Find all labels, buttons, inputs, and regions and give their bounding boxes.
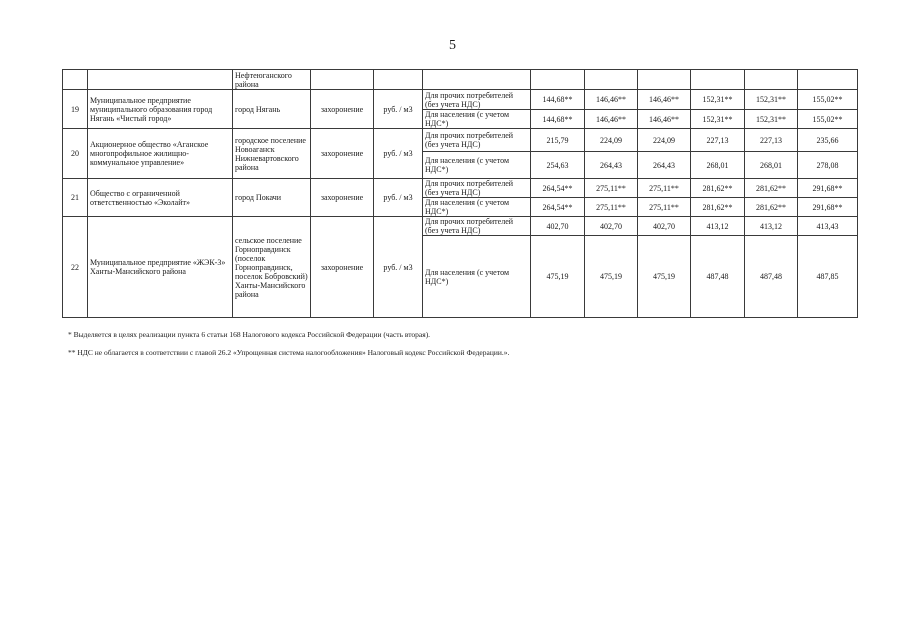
consumer-cell: Для населения (с учетом НДС*) <box>423 236 531 318</box>
value-cell <box>691 70 745 90</box>
value-cell <box>531 70 585 90</box>
tariff-value-cell: 487,48 <box>691 236 745 318</box>
tariff-value-cell: 264,54** <box>531 179 585 198</box>
tariff-value-cell: 413,43 <box>798 217 858 236</box>
consumer-cell <box>423 70 531 90</box>
service-cell: захоронение <box>311 179 374 217</box>
tariff-value-cell: 475,19 <box>531 236 585 318</box>
organization-cell <box>88 70 233 90</box>
table-row <box>63 217 858 236</box>
tariff-value-cell: 144,68** <box>531 110 585 129</box>
row-number: 20 <box>63 129 88 179</box>
value-cell <box>638 70 691 90</box>
consumer-cell: Для прочих потребителей (без учета НДС) <box>423 179 531 198</box>
tariff-value-cell: 278,08 <box>798 152 858 179</box>
tariff-value-cell: 281,62** <box>745 179 798 198</box>
territory-cell: город Покачи <box>233 179 311 217</box>
organization-cell: Муниципальное предприятие муниципального образования город Нягань «Чистый город» <box>88 90 233 129</box>
tariff-value-cell: 146,46** <box>638 110 691 129</box>
footnote-simplified-tax: ** НДС не облагается в соответствии с главой 26.2 «Упрощенная система налогообложения» Налоговый кодекс Российской Федерации.». <box>68 348 510 357</box>
tariff-value-cell: 281,62** <box>691 198 745 217</box>
row-number: 19 <box>63 90 88 129</box>
tariff-value-cell: 152,31** <box>745 110 798 129</box>
tariff-value-cell: 275,11** <box>585 198 638 217</box>
consumer-cell: Для прочих потребителей (без учета НДС) <box>423 90 531 110</box>
tariff-value-cell: 402,70 <box>638 217 691 236</box>
table-row <box>63 129 858 152</box>
page-number: 5 <box>449 38 456 53</box>
row-number: 22 <box>63 217 88 318</box>
tariff-value-cell: 281,62** <box>691 179 745 198</box>
unit-cell: руб. / м3 <box>374 179 423 217</box>
unit-cell <box>374 70 423 90</box>
tariff-value-cell: 487,85 <box>798 236 858 318</box>
tariff-value-cell: 155,02** <box>798 90 858 110</box>
tariff-value-cell: 268,01 <box>691 152 745 179</box>
unit-cell: руб. / м3 <box>374 90 423 129</box>
organization-cell: Муниципальное предприятие «ЖЭК-3» Ханты-Мансийского района <box>88 217 233 318</box>
tariff-value-cell: 291,68** <box>798 179 858 198</box>
tariff-value-cell: 281,62** <box>745 198 798 217</box>
tariff-table <box>62 69 858 318</box>
organization-cell: Акционерное общество «Аганское многопрофильное жилищно-коммунальное управление» <box>88 129 233 179</box>
consumer-cell: Для населения (с учетом НДС*) <box>423 152 531 179</box>
value-cell <box>585 70 638 90</box>
table-row-continuation <box>63 70 858 90</box>
tariff-value-cell: 146,46** <box>585 90 638 110</box>
tariff-value-cell: 402,70 <box>585 217 638 236</box>
service-cell <box>311 70 374 90</box>
tariff-value-cell: 144,68** <box>531 90 585 110</box>
tariff-value-cell: 215,79 <box>531 129 585 152</box>
tariff-value-cell: 146,46** <box>585 110 638 129</box>
consumer-cell: Для населения (с учетом НДС*) <box>423 198 531 217</box>
territory-cell: сельское поселение Горноправдинск (поселок Горноправдинск, поселок Бобровский) Ханты-Мансийского района <box>233 217 311 318</box>
row-number <box>63 70 88 90</box>
tariff-value-cell: 268,01 <box>745 152 798 179</box>
unit-cell: руб. / м3 <box>374 217 423 318</box>
tariff-value-cell: 227,13 <box>691 129 745 152</box>
row-number: 21 <box>63 179 88 217</box>
tariff-value-cell: 152,31** <box>691 110 745 129</box>
service-cell: захоронение <box>311 217 374 318</box>
value-cell <box>798 70 858 90</box>
tariff-value-cell: 475,19 <box>638 236 691 318</box>
territory-cell: Нефтеюганского района <box>233 70 311 90</box>
tariff-value-cell: 224,09 <box>638 129 691 152</box>
tariff-value-cell: 264,54** <box>531 198 585 217</box>
tariff-value-cell: 475,19 <box>585 236 638 318</box>
tariff-value-cell: 224,09 <box>585 129 638 152</box>
table-row <box>63 90 858 110</box>
territory-cell: город Нягань <box>233 90 311 129</box>
tariff-value-cell: 413,12 <box>745 217 798 236</box>
service-cell: захоронение <box>311 129 374 179</box>
territory-cell: городское поселение Новоаганск Нижневартовского района <box>233 129 311 179</box>
value-cell <box>745 70 798 90</box>
tariff-value-cell: 291,68** <box>798 198 858 217</box>
tariff-value-cell: 275,11** <box>638 198 691 217</box>
tariff-value-cell: 155,02** <box>798 110 858 129</box>
tariff-value-cell: 275,11** <box>638 179 691 198</box>
tariff-value-cell: 235,66 <box>798 129 858 152</box>
tariff-value-cell: 152,31** <box>691 90 745 110</box>
tariff-value-cell: 264,43 <box>638 152 691 179</box>
consumer-cell: Для населения (с учетом НДС*) <box>423 110 531 129</box>
tariff-value-cell: 487,48 <box>745 236 798 318</box>
tariff-value-cell: 254,63 <box>531 152 585 179</box>
table-row <box>63 179 858 198</box>
footnote-vat: * Выделяется в целях реализации пункта 6 статьи 168 Налогового кодекса Российской Федерации (часть вторая). <box>68 330 431 339</box>
tariff-value-cell: 264,43 <box>585 152 638 179</box>
organization-cell: Общество с ограниченной ответственностью «Эколайт» <box>88 179 233 217</box>
consumer-cell: Для прочих потребителей (без учета НДС) <box>423 129 531 152</box>
tariff-value-cell: 152,31** <box>745 90 798 110</box>
consumer-cell: Для прочих потребителей (без учета НДС) <box>423 217 531 236</box>
tariff-value-cell: 413,12 <box>691 217 745 236</box>
service-cell: захоронение <box>311 90 374 129</box>
unit-cell: руб. / м3 <box>374 129 423 179</box>
tariff-value-cell: 227,13 <box>745 129 798 152</box>
tariff-value-cell: 275,11** <box>585 179 638 198</box>
tariff-value-cell: 146,46** <box>638 90 691 110</box>
tariff-value-cell: 402,70 <box>531 217 585 236</box>
